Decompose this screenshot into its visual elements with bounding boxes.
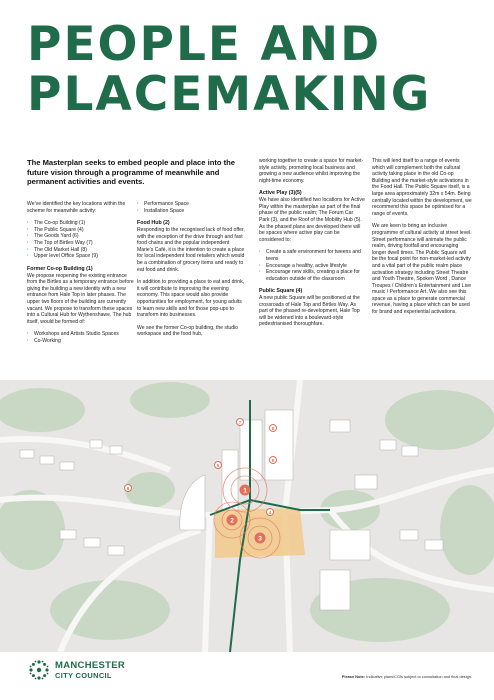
section-text: Responding to the recognised lack of food offer, with the exception of the drive through and fast food chains and the popular independent Marie’s Café, it is the intention to create a place for local independent food retailers which would be a combination of grocery items and ready to eat food and drink.	[137, 226, 245, 273]
section-heading: Public Square (4)	[259, 288, 303, 295]
text-column-1	[27, 201, 135, 350]
section-text: We have also identified two locations for Active Play within the masterplan as part of the final phase of the public realm; The Forum Car Park (3), and the Roof of the Mobility Hub (5). As the phased plans are developed there will be spaces where active play can be considered to:	[259, 197, 365, 243]
masterplan-map	[0, 380, 494, 652]
note-label: Please Note:	[341, 674, 366, 679]
list-item: · Workshops and Artists Studio Spaces	[27, 331, 135, 338]
marker-label: 5	[216, 462, 220, 468]
hub-list-continued	[137, 201, 245, 214]
section-text: working together to create a space for market-style activity, promoting local business and growing a new audience whilst improving the night-time economy.	[259, 158, 364, 184]
list-item: · Performance Space	[137, 201, 245, 208]
locations-intro: We’ve identified the key locations within the scheme for meanwhile activity:	[27, 201, 126, 214]
page-title	[27, 17, 477, 122]
list-item: · The Goods Yard (6)	[27, 233, 135, 240]
text-column-3	[259, 158, 365, 334]
active-play-list	[259, 249, 365, 282]
marker-label: 8	[271, 425, 275, 431]
title-line-2: PLACEMAKING	[27, 67, 432, 122]
marker-label: 2	[230, 517, 234, 525]
section-text: We propose reopening the existing entrance from the Birtles as a temporary entrance before giving the building a new identity with a new entrance from Hale Top in later phases. The upper two floors of the building are currently vacant. We propose to transform these spaces into a Cultural Hub for Wythenshawe. The hub itself, would be formed of:	[27, 272, 134, 325]
section-text: We see the former Co-op building, the studio workspace and the food hub,	[137, 324, 238, 338]
note-text: Indicative plans/CGIs subject to consultation and final design.	[366, 674, 472, 679]
list-item: · The Co-op Building (1)	[27, 220, 135, 227]
section-heading: Active Play (3)(5)	[259, 190, 302, 197]
list-item: · Installation Space	[137, 208, 245, 215]
marker-label: 9	[271, 457, 275, 463]
crest-icon	[27, 658, 51, 682]
marker-label: 1	[243, 487, 247, 495]
marker-label: 3	[258, 535, 262, 543]
hub-list	[27, 331, 135, 344]
section-text: We are keen to bring an inclusive programme of cultural activity at street level. Street performance will animate the public realm, driving footfall and encouraging longer dwell times. The Public Square will be the focal point for non-market-led activity and a vital part of the public realm place activation strategy including Street Theatre and Youth Theatre, Spoken Word , Dance Troupes / Children’s Entertainment and Live music / Performance Art. We also see this space as a place to generate commercial revenue, having a place which can be used for brand and experiential activations.	[372, 223, 472, 316]
text-column-2	[137, 201, 245, 344]
list-item: · Upper level Office Space (9)	[27, 253, 135, 260]
list-item: · The Old Market Hall (8)	[27, 247, 135, 254]
locations-list	[27, 220, 135, 260]
list-item: · Encourage new skills, creating a place for education outside of the classroom	[259, 269, 365, 282]
list-item: · Encourage a healthy, active lifestyle	[259, 263, 365, 270]
section-text: This will lend itself to a range of events which will complement both the cultural activity taking place in the old Co-op Building and the market-style activations in the Food Hall. The Public Square itself, is a large area approximately 32m x 54m. Being centrally located within the development, we recommend this space be optimised for a range of events.	[372, 158, 472, 217]
masterplan-illustration	[0, 380, 494, 652]
text-column-4	[372, 158, 472, 322]
list-item: · Create a safe environment for tweens and teens	[259, 249, 365, 262]
marker-label: 6	[126, 485, 130, 491]
manchester-city-council-logo	[27, 656, 177, 688]
title-line-1: PEOPLE AND	[27, 17, 382, 72]
logo-text-manchester: MANCHESTER	[55, 660, 126, 671]
marker-label: 4	[268, 509, 272, 515]
section-heading: Food Hub (2)	[137, 220, 170, 227]
list-item: · The Public Square (4)	[27, 227, 135, 234]
list-item: · The Top of Birtles Way (7)	[27, 240, 135, 247]
marker-label: 7	[238, 419, 242, 425]
logo-text-city-council: CITY COUNCIL	[55, 671, 112, 680]
section-text: In addition to providing a place to eat and drink, it will contribute to improving the evening economy. This space would also provide opportunities for employment, for young adults to learn new skills and for those pop-ups to transform into businesses.	[137, 279, 245, 319]
disclaimer-note	[280, 674, 472, 679]
list-item: · Co-Working	[27, 338, 135, 345]
section-text: A new public Square will be positioned at the crossroads of Hale Top and Birtles Way. As part of the phased re-development, Hale Top will be widened into a boulevard-style pedestrianised thoroughfare.	[259, 295, 360, 328]
intro-paragraph: The Masterplan seeks to embed people and place into the future vision through a programme of meanwhile and permanent activities and events.	[27, 158, 236, 187]
section-heading: Former Co-op Building (1)	[27, 265, 93, 272]
